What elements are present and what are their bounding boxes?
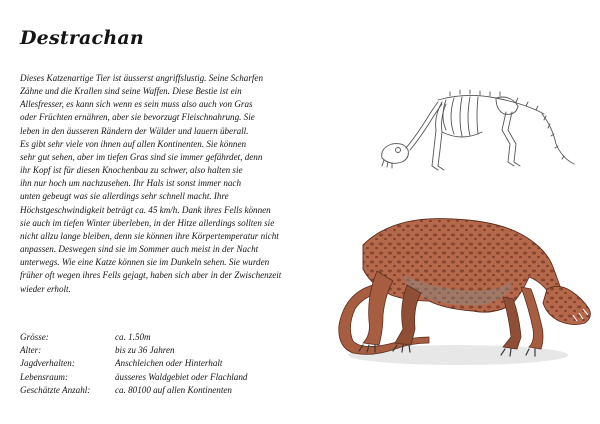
description-line: Höchstgeschwindigkeit beträgt ca. 45 km/h. Dank ihres Fells können bbox=[20, 204, 271, 215]
fact-label: Alter: bbox=[20, 345, 42, 356]
description-line: sie auch im tiefen Winter überleben, in der Hitze allerdings sollten sie bbox=[20, 217, 275, 228]
description-line: Es gibt sehr viele von ihnen auf allen Kontinenten. Sie können bbox=[20, 138, 247, 149]
fact-value: ca. 80100 auf allen Kontinenten bbox=[115, 384, 232, 395]
skeleton-drawing bbox=[376, 86, 578, 178]
description-line: unterwegs. Wie eine Katze können sie im Dunkeln sehen. Sie wurden bbox=[20, 257, 270, 268]
fact-value: äusseres Waldgebiet oder Flachland bbox=[115, 371, 248, 382]
description-text bbox=[20, 72, 345, 296]
fact-value: bis zu 36 Jahren bbox=[115, 345, 175, 356]
fact-row-size bbox=[20, 331, 247, 344]
description-line: Zähne und die Krallen sind seine Waffen. Diese Bestie ist ein bbox=[20, 86, 242, 97]
description-line: Dieses Katzenartige Tier ist äusserst angriffslustig. Seine Scharfen bbox=[20, 73, 264, 83]
description-line: Allesfresser, es kann sich wenn es sein muss also auch von Gras bbox=[20, 99, 253, 110]
description-line: oder Früchten ernähren, aber sie bevorzugt Fleischnahrung. Sie bbox=[20, 112, 255, 123]
description-line: leben in den äusseren Rändern der Wälder und lauern überall. bbox=[20, 125, 249, 136]
description-line: früher oft wegen ihres Fells gejagt, haben sich aber in der Zwischenzeit bbox=[20, 270, 282, 281]
description-line: wieder erholt. bbox=[20, 283, 71, 294]
fact-row-population bbox=[20, 384, 247, 397]
fact-row-hunting bbox=[20, 357, 247, 370]
description-line: ihn nur hoch um nachzusehen. Ihr Hals ist sonst immer nach bbox=[20, 178, 242, 189]
fact-label: Jagdverhalten: bbox=[20, 358, 75, 369]
fact-label: Grösse: bbox=[20, 332, 49, 342]
facts-table bbox=[20, 331, 247, 397]
fact-label: Geschätzte Anzahl: bbox=[20, 384, 91, 395]
description-line: nicht allzu lange bleiben, denn sie können ihre Körpertemperatur nicht bbox=[20, 230, 279, 241]
fact-row-habitat bbox=[20, 371, 247, 384]
fact-value: Anschleichen oder Hinterhalt bbox=[115, 358, 223, 369]
description-line: sehr gut sehen, aber im tiefen Gras sind sie immer gefährdet, denn bbox=[20, 151, 263, 162]
page-title: Destrachan bbox=[20, 27, 144, 49]
creature-illustration bbox=[333, 205, 595, 368]
fact-label: Lebensraum: bbox=[20, 371, 68, 382]
description-line: unten gebeugt was sie allerdings sehr schnell macht. Ihre bbox=[20, 191, 229, 202]
description-line: ihr Kopf ist für diesen Knochenbau zu schwer, also halten sie bbox=[20, 165, 243, 176]
fact-row-age bbox=[20, 344, 247, 357]
fact-value: ca. 1.50m bbox=[115, 332, 151, 342]
description-line: anpassen. Deswegen sind sie im Sommer auch meist in der Nacht bbox=[20, 244, 259, 255]
